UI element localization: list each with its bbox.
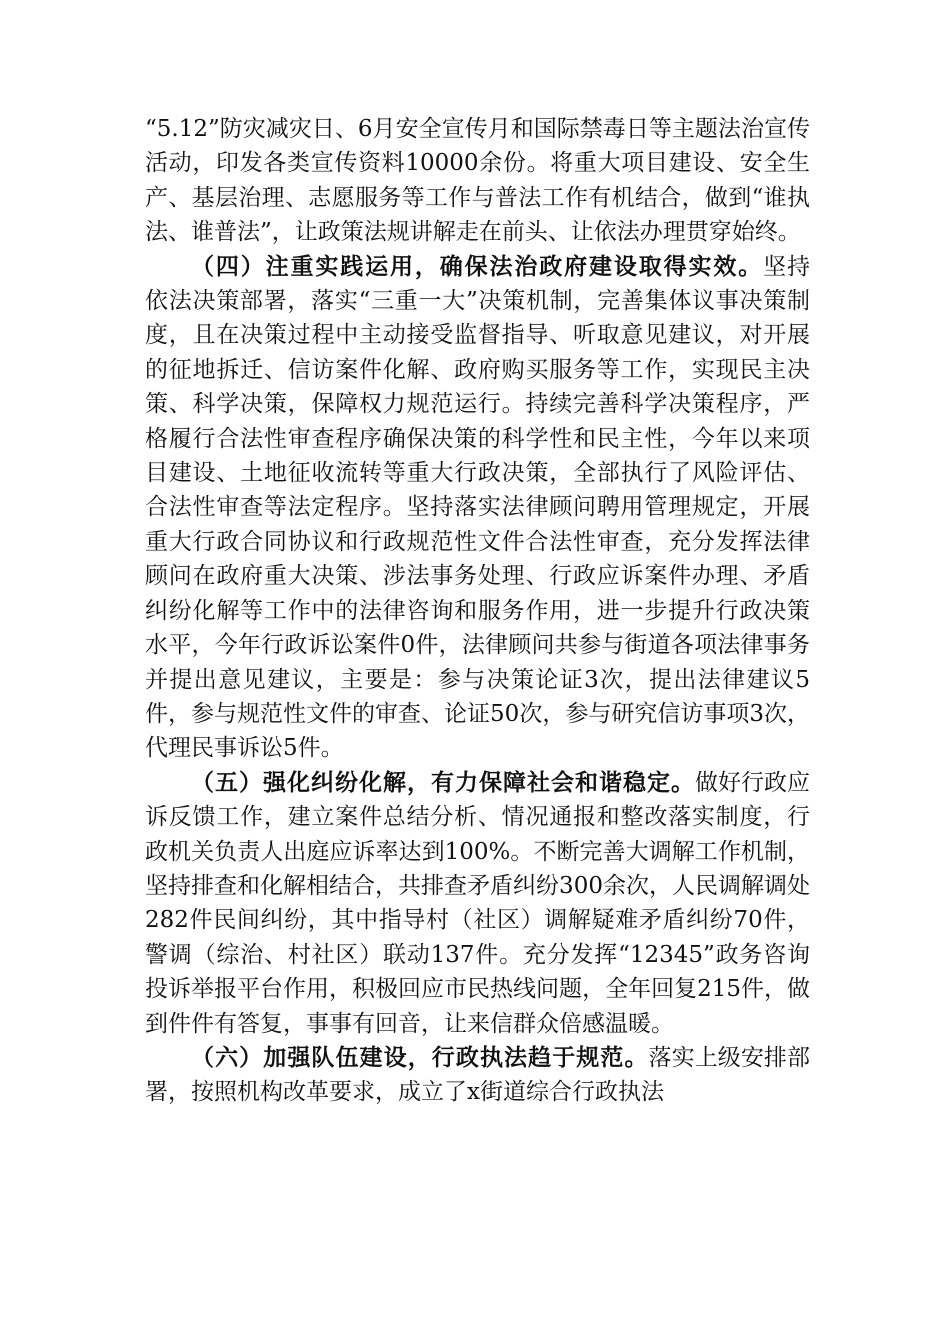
section-5-heading: （五）强化纠纷化解，有力保障社会和谐稳定。 bbox=[191, 768, 695, 796]
paragraph-section-4 bbox=[145, 250, 810, 766]
section-4-heading: （四）注重实践运用，确保法治政府建设取得实效。 bbox=[191, 252, 764, 280]
document-body bbox=[145, 112, 810, 1110]
paragraph-section-6 bbox=[145, 1041, 810, 1110]
paragraph-intro-body: “5.12”防灾减灾日、6月安全宣传月和国际禁毒日等主题法治宣传活动，印发各类宣传资料10000余份。将重大项目建设、安全生产、基层治理、志愿服务等工作与普法工作有机结合，做到“谁执法、谁普法”，让政策法规讲解走在前头、让依法办理贯穿始终。 bbox=[145, 116, 810, 246]
paragraph-section-5 bbox=[145, 766, 810, 1041]
section-6-body: 落实上级安排部署，按照机构改革要求，成立了x街道综合行政执法 bbox=[145, 1044, 811, 1106]
section-6-heading: （六）加强队伍建设，行政执法趋于规范。 bbox=[191, 1043, 649, 1071]
paragraph-intro bbox=[145, 112, 810, 250]
section-4-body: 坚持依法决策部署，落实“三重一大”决策机制，完善集体议事决策制度，且在决策过程中主动接受监督指导、听取意见建议，对开展的征地拆迁、信访案件化解、政府购买服务等工作，实现民主决策、科学决策，保障权力规范运行。持续完善科学决策程序，严格履行合法性审查程序确保决策的科学性和民主性，今年以来项目建设、土地征收流转等重大行政决策，全部执行了风险评估、合法性审查等法定程序。坚持落实法律顾问聘用管理规定，开展重大行政合同协议和行政规范性文件合法性审查，充分发挥法律顾问在政府重大决策、涉法事务处理、行政应诉案件办理、矛盾纠纷化解等工作中的法律咨询和服务作用，进一步提升行政决策水平，今年行政诉讼案件0件，法律顾问共参与街道各项法律事务并提出意见建议，主要是：参与决策论证3次，提出法律建议5件，参与规范性文件的审查、论证50次，参与研究信访事项3次，代理民事诉讼5件。 bbox=[145, 253, 810, 762]
section-5-body: 做好行政应诉反馈工作，建立案件总结分析、情况通报和整改落实制度，行政机关负责人出庭应诉率达到100%。不断完善大调解工作机制，坚持排查和化解相结合，共排查矛盾纠纷300余次，人民调解调处282件民间纠纷，其中指导村（社区）调解疑难矛盾纠纷70件，警调（综治、村社区）联动137件。充分发挥“12345”政务咨询投诉举报平台作用，积极回应市民热线问题，全年回复215件，做到件件有答复，事事有回音，让来信群众倍感温暖。 bbox=[145, 769, 810, 1037]
